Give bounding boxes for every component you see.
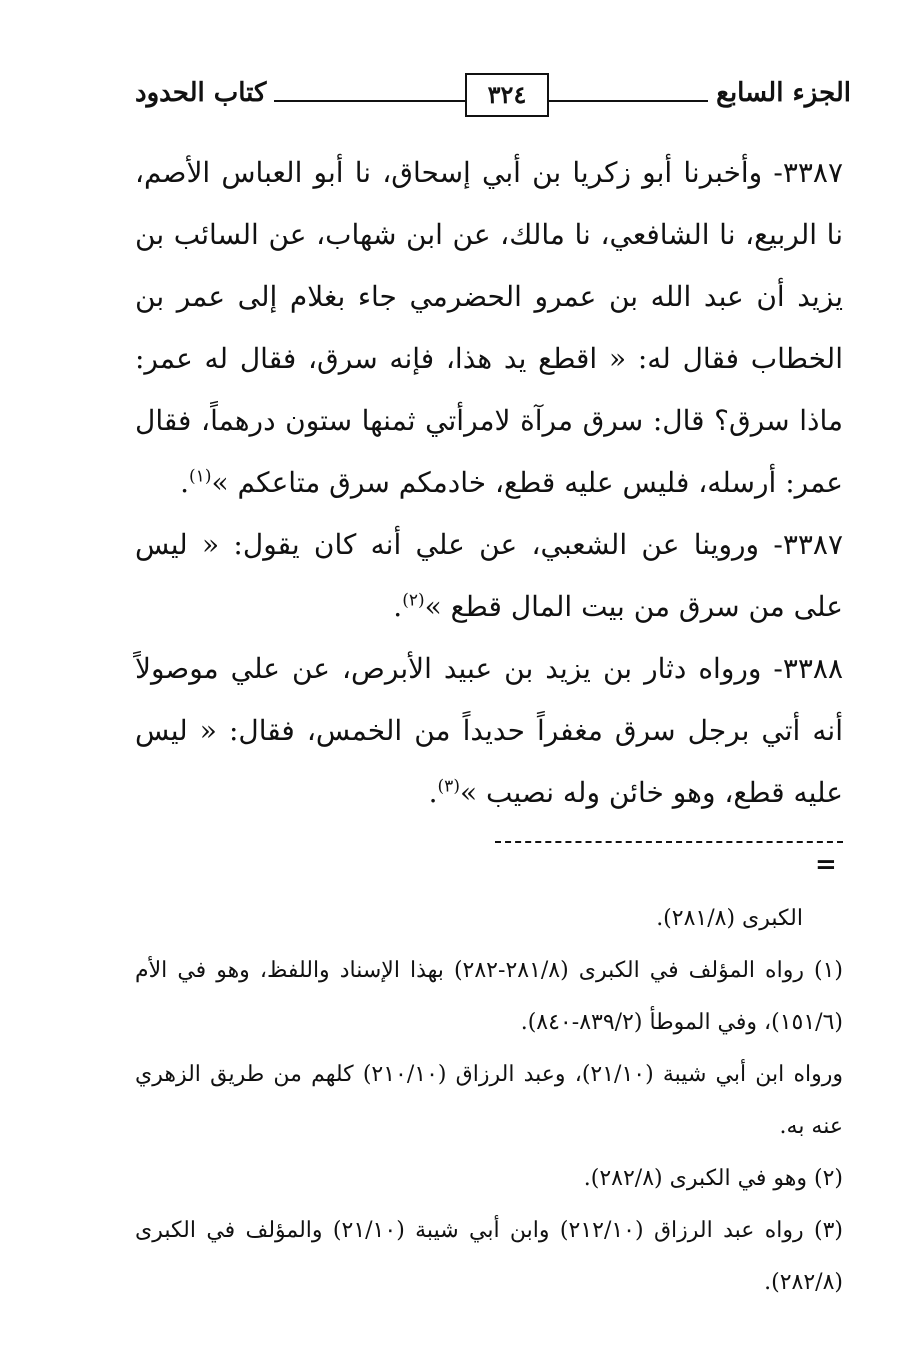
continuation-mark: = [815, 850, 837, 880]
page-header [135, 70, 851, 120]
footnote-ref-3: (٣) [437, 776, 460, 797]
end-dot: . [180, 466, 190, 499]
page-number: ٣٢٤ [465, 73, 549, 117]
end-dot: . [428, 776, 438, 809]
footnotes [135, 893, 843, 1309]
footnote-continued: الكبرى (٢٨١/٨). [656, 906, 803, 931]
main-text [135, 142, 843, 824]
footnote-1-continued: ورواه ابن أبي شيبة (٢١/١٠)، وعبد الرزاق (٢١٠/١٠) كلهم من طريق الزهري عنه به. [135, 1062, 843, 1139]
hadith-text: ٣٣٨٧- وأخبرنا أبو زكريا بن أبي إسحاق، نا أبو العباس الأصم، نا الربيع، نا الشافعي، نا مالك، عن ابن شهاب، عن السائب بن يزيد أن عبد الله بن عمرو الحضرمي جاء بغلام إلى عمر بن الخطاب فقال له: « اقطع يد هذا، فإنه سرق، فقال له عمر: ماذا سرق؟ قال: سرق مرآة لامرأتي ثمنها ستون درهماً، فقال عمر: أرسله، فليس عليه قطع، خادمكم سرق متاعكم » [135, 156, 843, 499]
footnote-ref-1: (١) [189, 466, 212, 487]
end-dot: . [393, 590, 403, 623]
hadith-3387-b [135, 514, 843, 638]
hadith-text: ٣٣٨٧- وروينا عن الشعبي، عن علي أنه كان يقول: « ليس على من سرق من بيت المال قطع » [135, 528, 843, 623]
header-book-title: كتاب الحدود [135, 78, 274, 108]
footnote-ref-2: (٢) [402, 590, 425, 611]
footnote-1: (١) رواه المؤلف في الكبرى (٢٨١/٨-٢٨٢) بهذا الإسناد واللفظ، وهو في الأم (١٥١/٦)، وفي الموطأ (٨٣٩/٢-٨٤٠). [135, 958, 843, 1035]
header-part-title: الجزء السابع [708, 78, 851, 108]
hadith-3387-a [135, 142, 843, 514]
footnote-2: (٢) وهو في الكبرى (٢٨٢/٨). [583, 1166, 843, 1191]
hadith-3388 [135, 638, 843, 824]
hadith-text: ٣٣٨٨- ورواه دثار بن يزيد بن عبيد الأبرص، عن علي موصولاً أنه أتي برجل سرق مغفراً حديداً من الخمس، فقال: « ليس عليه قطع، وهو خائن وله نصيب » [135, 652, 843, 809]
footnote-3: (٣) رواه عبد الرزاق (٢١٢/١٠) وابن أبي شيبة (٢١/١٠) والمؤلف في الكبرى (٢٨٢/٨). [135, 1218, 843, 1295]
footnote-separator [495, 841, 843, 843]
